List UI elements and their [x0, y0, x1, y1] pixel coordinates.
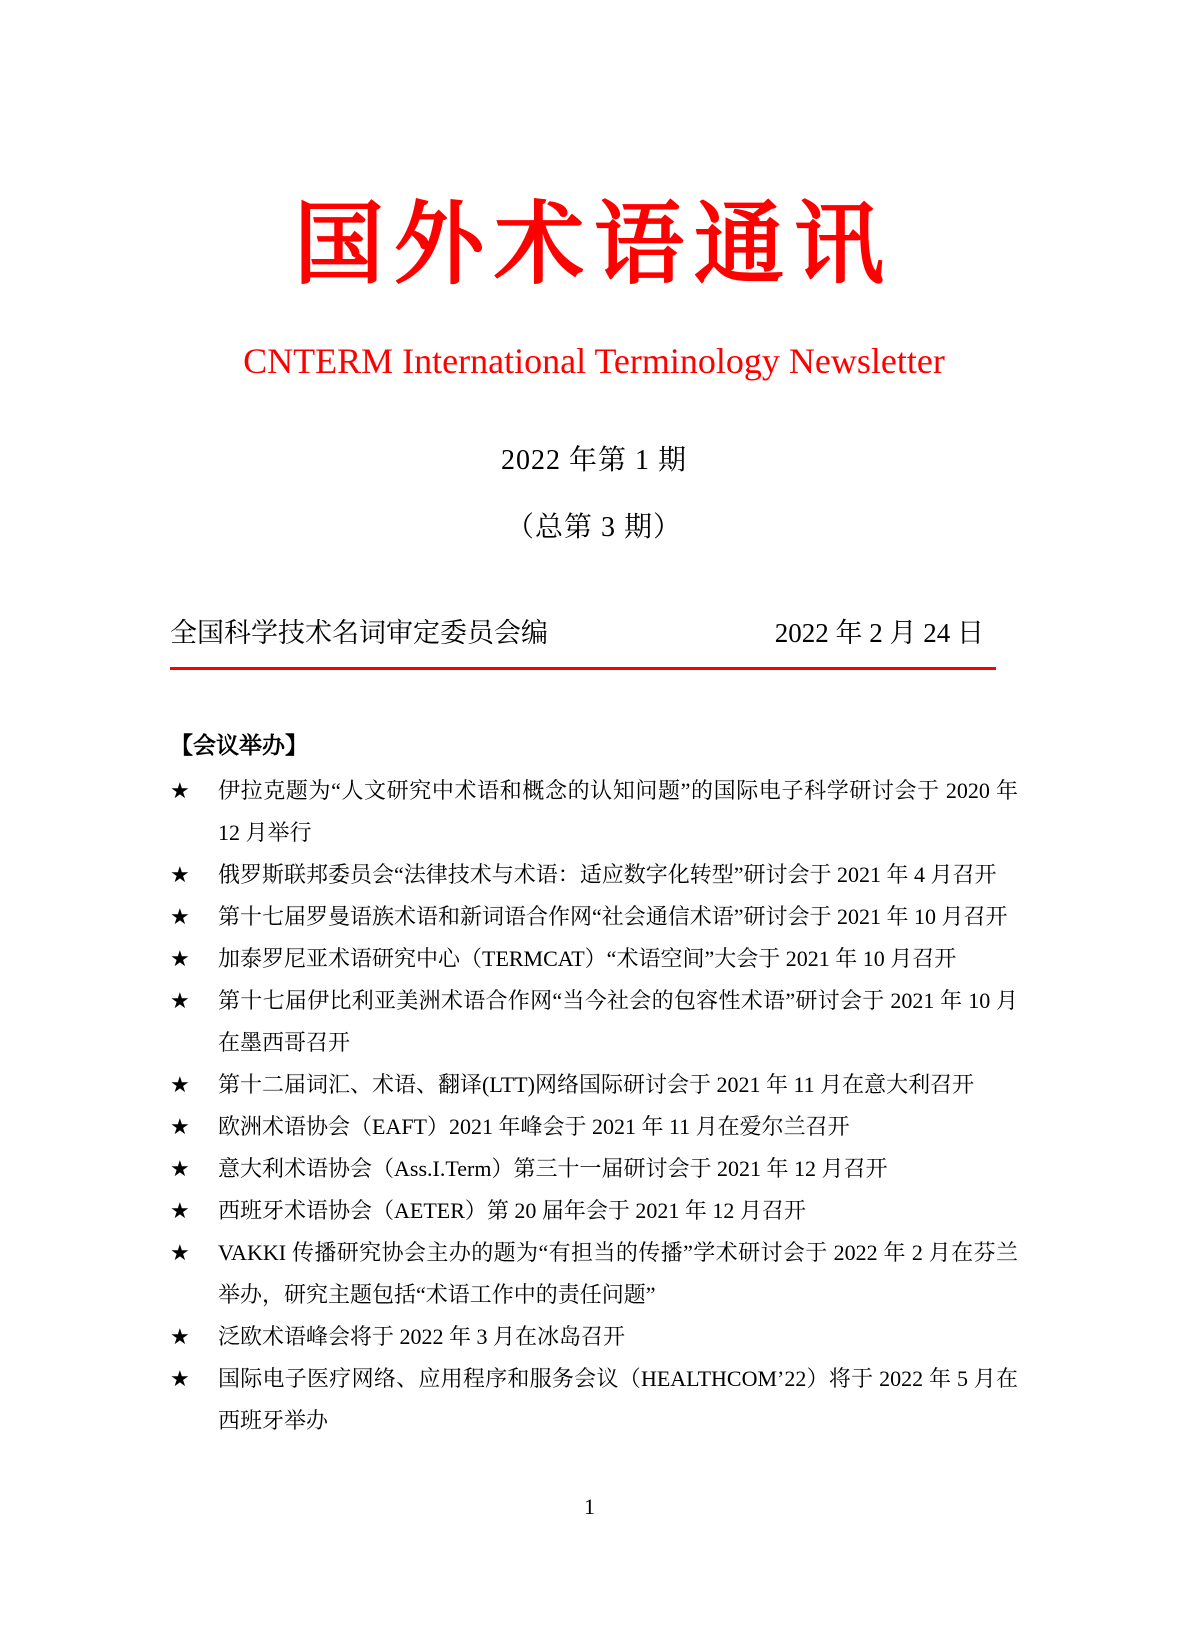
star-bullet-icon: ★	[170, 1155, 190, 1181]
list-item-text: 加泰罗尼亚术语研究中心（TERMCAT）“术语空间”大会于 2021 年 10 月召开	[218, 945, 957, 971]
star-bullet-icon: ★	[170, 987, 190, 1013]
list-item-text: 俄罗斯联邦委员会“法律技术与术语：适应数字化转型”研讨会于 2021 年 4 月召开	[218, 861, 997, 887]
newsletter-title-chinese: 国外术语通讯	[294, 196, 894, 295]
issue-number: 2022 年第 1 期	[500, 445, 687, 477]
list-item	[170, 1358, 1018, 1442]
editor-row	[170, 617, 1018, 649]
meetings-list	[170, 770, 1018, 1442]
list-item	[170, 1106, 1018, 1148]
list-item	[170, 1064, 1018, 1106]
list-item-text: 国际电子医疗网络、应用程序和服务会议（HEALTHCOM’22）将于 2022 年 5 月在西班牙举办	[218, 1365, 1018, 1433]
masthead	[170, 198, 1018, 670]
star-bullet-icon: ★	[170, 1197, 190, 1223]
list-item-text: 伊拉克题为“人文研究中术语和概念的认知问题”的国际电子科学研讨会于 2020 年 12 月举行	[218, 777, 1018, 845]
list-item-text: 第十二届词汇、术语、翻译(LTT)网络国际研讨会于 2021 年 11 月在意大利召开	[218, 1071, 975, 1097]
red-divider-rule	[170, 667, 996, 670]
volume-number: （总第 3 期）	[505, 511, 682, 543]
list-item-text: 意大利术语协会（Ass.I.Term）第三十一届研讨会于 2021 年 12 月召开	[218, 1155, 888, 1181]
star-bullet-icon: ★	[170, 903, 190, 929]
list-item	[170, 854, 1018, 896]
list-item-text: 第十七届伊比利亚美洲术语合作网“当今社会的包容性术语”研讨会于 2021 年 10 月在墨西哥召开	[218, 987, 1018, 1055]
star-bullet-icon: ★	[170, 1365, 190, 1391]
star-bullet-icon: ★	[170, 861, 190, 887]
star-bullet-icon: ★	[170, 1323, 190, 1349]
list-item	[170, 770, 1018, 854]
list-item-text: VAKKI 传播研究协会主办的题为“有担当的传播”学术研讨会于 2022 年 2 月在芬兰举办，研究主题包括“术语工作中的责任问题”	[218, 1239, 1018, 1307]
list-item-text: 第十七届罗曼语族术语和新词语合作网“社会通信术语”研讨会于 2021 年 10 月召开	[218, 903, 1008, 929]
star-bullet-icon: ★	[170, 777, 190, 803]
star-bullet-icon: ★	[170, 945, 190, 971]
content-area	[170, 732, 1018, 1442]
star-bullet-icon: ★	[170, 1239, 190, 1265]
list-item	[170, 1316, 1018, 1358]
list-item	[170, 980, 1018, 1064]
list-item	[170, 1232, 1018, 1316]
list-item-text: 欧洲术语协会（EAFT）2021 年峰会于 2021 年 11 月在爱尔兰召开	[218, 1113, 850, 1139]
list-item	[170, 938, 1018, 980]
section-header-meetings: 【会议举办】	[170, 732, 308, 759]
list-item	[170, 1190, 1018, 1232]
list-item-text: 西班牙术语协会（AETER）第 20 届年会于 2021 年 12 月召开	[218, 1197, 806, 1223]
publish-date: 2022 年 2 月 24 日	[774, 617, 984, 648]
list-item	[170, 896, 1018, 938]
list-item-text: 泛欧术语峰会将于 2022 年 3 月在冰岛召开	[218, 1323, 626, 1349]
page-number: 1	[584, 1494, 595, 1519]
newsletter-title-english: CNTERM International Terminology Newsletter	[243, 341, 945, 382]
star-bullet-icon: ★	[170, 1071, 190, 1097]
star-bullet-icon: ★	[170, 1113, 190, 1139]
editor-name: 全国科学技术名词审定委员会编	[170, 617, 548, 648]
list-item	[170, 1148, 1018, 1190]
